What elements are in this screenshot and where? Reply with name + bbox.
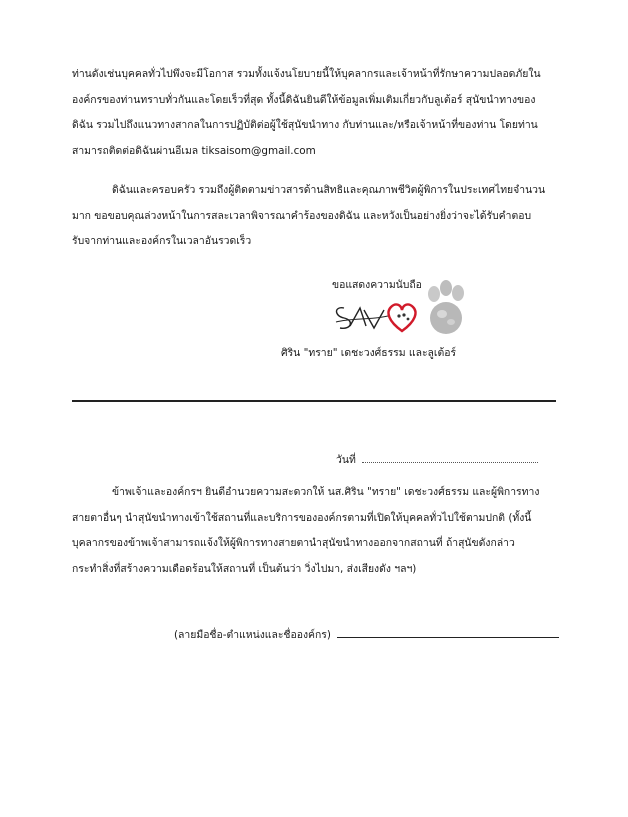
signer-name: ศิริน "ทราย" เดชะวงศ์ธรรม และลูเต้อร์ [281, 347, 457, 359]
closing-salutation: ขอแสดงความนับถือ [332, 279, 422, 291]
signature-blank-line[interactable] [337, 637, 559, 638]
paragraph-line: กระทำสิ่งที่สร้างความเดือดร้อนให้สถานที่ เป็นต้นว่า วิ่งไปมา, ส่งเสียงดัง ฯลฯ) [72, 562, 417, 575]
date-label: วันที่ [336, 454, 356, 466]
paragraph-line: สามารถติดต่อดิฉันผ่านอีเมล tiksaisom@gmail.com [72, 144, 316, 157]
signature-label: (ลายมือชื่อ-ตำแหน่งและชื่อองค์กร) [174, 629, 331, 641]
paragraph-line: บุคลากรของข้าพเจ้าสามารถแจ้งให้ผู้พิการทางสายตานำสุนัขนำทางออกจากสถานที่ ถ้าสุนัขดังกล่าว [72, 537, 515, 549]
section-divider [72, 400, 556, 402]
paragraph-line: ข้าพเจ้าและองค์กรฯ ยินดีอำนวยความสะดวกให้ นส.ศิริน "ทราย" เดชะวงศ์ธรรม และผู้พิการทาง [112, 486, 540, 498]
paragraph-thanks [72, 178, 560, 255]
paragraph-line: ดิฉัน รวมไปถึงแนวทางสากลในการปฏิบัติต่อผู้ใช้สุนัขนำทาง กับท่านและ/หรือเจ้าหน้าที่ของท่าน โดยท่าน [72, 119, 538, 131]
heart-icon [384, 300, 420, 334]
date-field [336, 451, 538, 468]
paragraph-line: ดิฉันและครอบครัว รวมถึงผู้ติดตามข่าวสารด้านสิทธิและคุณภาพชีวิตผู้พิการในประเทศไทยจำนวน [112, 184, 546, 196]
paragraph-line: มาก ขอขอบคุณล่วงหน้าในการสละเวลาพิจารณาคำร้องของดิฉัน และหวังเป็นอย่างยิ่งว่าจะได้รับคำตอบ [72, 209, 532, 222]
paragraph-line: ท่านดังเช่นบุคคลทั่วไปพึงจะมีโอกาส รวมทั้งแจ้งนโยบายนี้ให้บุคลากรและเจ้าหน้าที่รักษาความปลอดภัยใน [72, 68, 541, 80]
paragraph-policy [72, 62, 560, 164]
date-blank-line[interactable] [362, 462, 538, 463]
consent-paragraph [72, 480, 560, 582]
handwritten-signature [330, 300, 390, 336]
paragraph-line: องค์กรของท่านทราบทั่วกันและโดยเร็วที่สุด ทั้งนี้ดิฉันยินดีให้ข้อมูลเพิ่มเติมเกี่ยวกับลูเต้อร์ สุนัขนำทางของ [72, 93, 536, 106]
paw-print-icon [424, 280, 470, 340]
paragraph-line: รับจากท่านและองค์กรในเวลาอันรวดเร็ว [72, 235, 252, 247]
paragraph-line: สายตาอื่นๆ นำสุนัขนำทางเข้าใช้สถานที่และบริการขององค์กรตามที่เปิดให้บุคคลทั่วไปใช้ตามปกติ (ทั้งนี้ [72, 511, 532, 524]
signature-field [174, 626, 559, 643]
